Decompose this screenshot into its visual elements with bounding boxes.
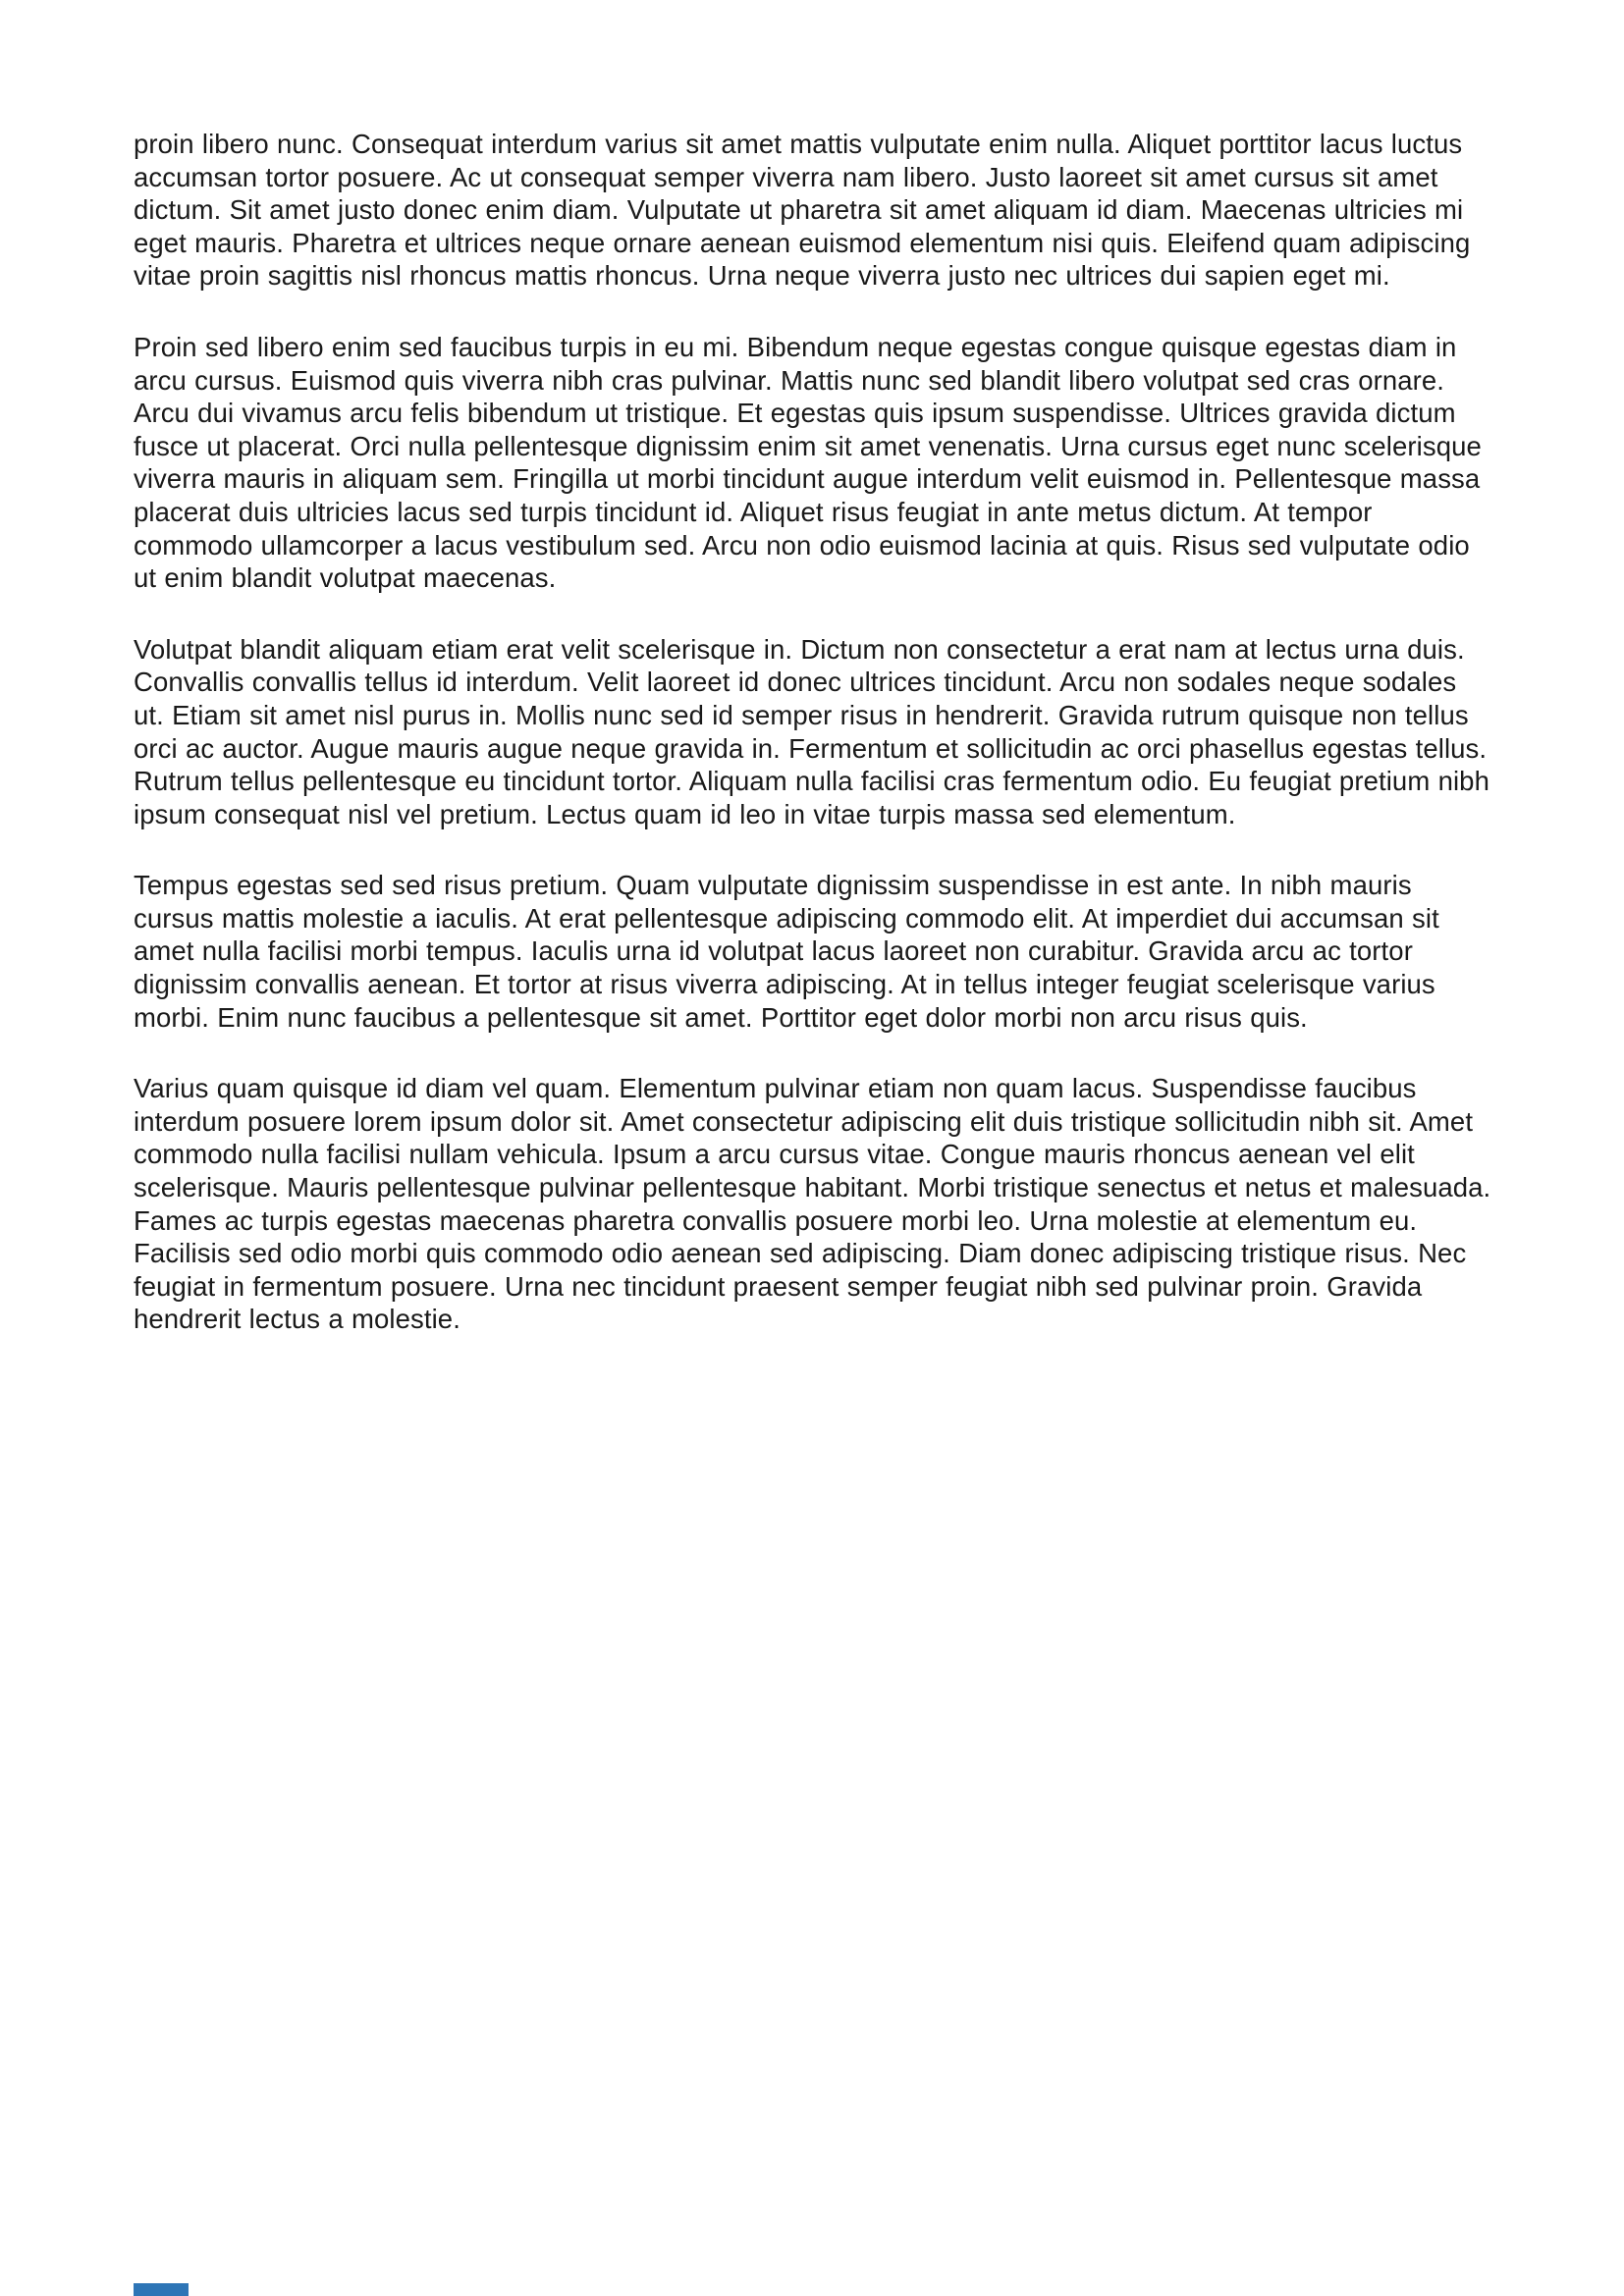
next-page-blue-text-fragment: [134, 2283, 189, 2296]
blue-fragment-bar: [134, 2283, 189, 2296]
paragraph-1: proin libero nunc. Consequat interdum varius sit amet mattis vulputate enim nulla. Aliquet porttitor lacus luctus accumsan tortor posuere. Ac ut consequat semper viverra nam libero. Justo laoreet sit amet cursus sit amet dictum. Sit amet justo donec enim diam. Vulputate ut pharetra sit amet aliquam id diam. Maecenas ultricies mi eget mauris. Pharetra et ultrices neque ornare aenean euismod elementum nisi quis. Eleifend quam adipiscing vitae proin sagittis nisl rhoncus mattis rhoncus. Urna neque viverra justo nec ultrices dui sapien eget mi.: [134, 129, 1471, 292]
paragraph-4: Tempus egestas sed sed risus pretium. Quam vulputate dignissim suspendisse in est ante. In nibh mauris cursus mattis molestie a iaculis. At erat pellentesque adipiscing commodo elit. At imperdiet dui accumsan sit amet nulla facilisi morbi tempus. Iaculis urna id volutpat lacus laoreet non curabitur. Gravida arcu ac tortor dignissim convallis aenean. Et tortor at risus viverra adipiscing. At in tellus integer feugiat scelerisque varius morbi. Enim nunc faucibus a pellentesque sit amet. Porttitor eget dolor morbi non arcu risus quis.: [134, 870, 1439, 1033]
paragraph-5: Varius quam quisque id diam vel quam. Elementum pulvinar etiam non quam lacus. Suspendisse faucibus interdum posuere lorem ipsum dolor sit. Amet consectetur adipiscing elit duis tristique sollicitudin nibh sit. Amet commodo nulla facilisi nullam vehicula. Ipsum a arcu cursus vitae. Congue mauris rhoncus aenean vel elit scelerisque. Mauris pellentesque pulvinar pellentesque habitant. Morbi tristique senectus et netus et malesuada. Fames ac turpis egestas maecenas pharetra convallis posuere morbi leo. Urna molestie at elementum eu. Facilisis sed odio morbi quis commodo odio aenean sed adipiscing. Diam donec adipiscing tristique risus. Nec feugiat in fermentum posuere. Urna nec tincidunt praesent semper feugiat nibh sed pulvinar proin. Gravida hendrerit lectus a molestie.: [134, 1073, 1491, 1335]
paragraph-2: Proin sed libero enim sed faucibus turpis in eu mi. Bibendum neque egestas congue quisque egestas diam in arcu cursus. Euismod quis viverra nibh cras pulvinar. Mattis nunc sed blandit libero volutpat sed cras ornare. Arcu dui vivamus arcu felis bibendum ut tristique. Et egestas quis ipsum suspendisse. Ultrices gravida dictum fusce ut placerat. Orci nulla pellentesque dignissim enim sit amet venenatis. Urna cursus eget nunc scelerisque viverra mauris in aliquam sem. Fringilla ut morbi tincidunt augue interdum velit euismod in. Pellentesque massa placerat duis ultricies lacus sed turpis tincidunt id. Aliquet risus feugiat in ante metus dictum. At tempor commodo ullamcorper a lacus vestibulum sed. Arcu non odio euismod lacinia at quis. Risus sed vulputate odio ut enim blandit volutpat maecenas.: [134, 331, 1482, 594]
paragraph-3: Volutpat blandit aliquam etiam erat velit scelerisque in. Dictum non consectetur a erat nam at lectus urna duis. Convallis convallis tellus id interdum. Velit laoreet id donec ultrices tincidunt. Arcu non sodales neque sodales ut. Etiam sit amet nisl purus in. Mollis nunc sed id semper risus in hendrerit. Gravida rutrum quisque non tellus orci ac auctor. Augue mauris augue neque gravida in. Fermentum et sollicitudin ac orci phasellus egestas tellus. Rutrum tellus pellentesque eu tincidunt tortor. Aliquam nulla facilisi cras fermentum odio. Eu feugiat pretium nibh ipsum consequat nisl vel pretium. Lectus quam id leo in vitae turpis massa sed elementum.: [134, 633, 1489, 829]
text-column: [134, 128, 1492, 1374]
